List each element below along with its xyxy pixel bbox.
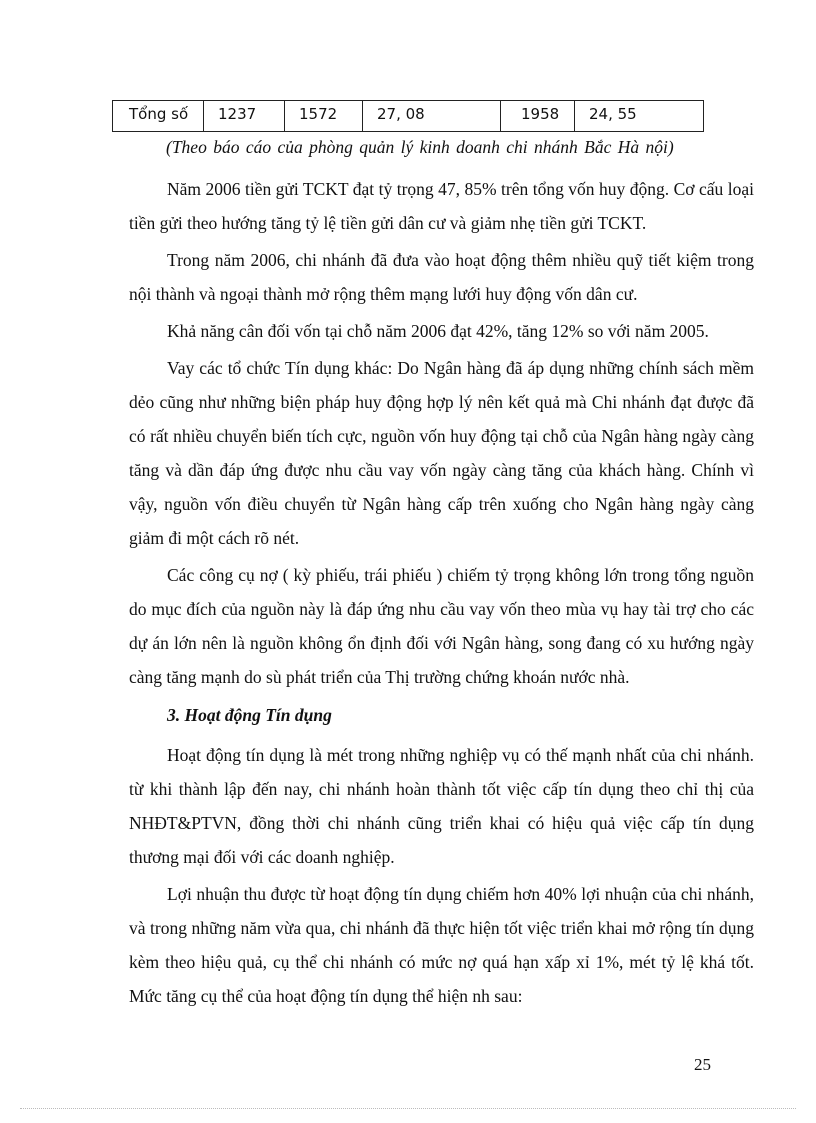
paragraph: Trong năm 2006, chi nhánh đã đưa vào hoạt động thêm nhiều quỹ tiết kiệm trong nội thành và ngoại thành mở rộng thêm mạng lưới huy động vốn dân cư. bbox=[129, 250, 754, 304]
table-cell-value: 27, 08 bbox=[363, 101, 501, 131]
body-text bbox=[129, 172, 754, 1013]
paragraph: Lợi nhuận thu được từ hoạt động tín dụng chiếm hơn 40% lợi nhuận của chi nhánh, và trong những năm vừa qua, chi nhánh đã thực hiện tốt việc triển khai mở rộng tín dụng kèm theo hiệu quả, cụ thể chi nhánh có mức nợ quá hạn xấp xỉ 1%, mét tỷ lệ khá tốt. Mức tăng cụ thể của hoạt động tín dụng thể hiện nh sau: bbox=[129, 884, 754, 1006]
table-cell-value: 1958 bbox=[501, 101, 575, 131]
section-heading: 3. Hoạt động Tín dụng bbox=[167, 705, 332, 725]
source-note: (Theo báo cáo của phòng quản lý kinh doanh chi nhánh Bắc Hà nội) bbox=[166, 137, 674, 157]
table-cell-value: 1237 bbox=[204, 101, 285, 131]
table-cell-value: 24, 55 bbox=[589, 105, 637, 123]
page-divider bbox=[20, 1108, 796, 1109]
table-row-total bbox=[112, 100, 704, 132]
paragraph: Hoạt động tín dụng là mét trong những nghiệp vụ có thế mạnh nhất của chi nhánh. từ khi thành lập đến nay, chi nhánh hoàn thành tốt việc cấp tín dụng theo chỉ thị của NHĐT&PTVN, đồng thời chi nhánh cũng triển khai có hiệu quả việc cấp tín dụng thương mại đối với các doanh nghiệp. bbox=[129, 745, 754, 867]
paragraph: Các công cụ nợ ( kỳ phiếu, trái phiếu ) chiếm tỷ trọng không lớn trong tổng nguồn do mục đích của nguồn này là đáp ứng nhu cầu vay vốn theo mùa vụ hay tài trợ cho các dự án lớn nên là nguồn không ổn định đối với Ngân hàng, song đang có xu hướng ngày càng tăng mạnh do sù phát triển của Thị trường chứng khoán nước nhà. bbox=[129, 565, 754, 687]
paragraph: Vay các tổ chức Tín dụng khác: Do Ngân hàng đã áp dụng những chính sách mềm dẻo cũng như những biện pháp huy động hợp lý nên kết quả mà Chi nhánh đạt được đã có rất nhiều chuyển biến tích cực, nguồn vốn huy động tại chỗ của Ngân hàng ngày càng tăng và dần đáp ứng được nhu cầu vay vốn ngày càng tăng của khách hàng. Chính vì vậy, nguồn vốn điều chuyển từ Ngân hàng cấp trên xuống cho Ngân hàng ngày càng giảm đi một cách rõ nét. bbox=[129, 358, 754, 548]
table-cell-label: Tổng số bbox=[113, 101, 204, 131]
table-cell-value: 1572 bbox=[285, 101, 363, 131]
paragraph: Khả năng cân đối vốn tại chỗ năm 2006 đạt 42%, tăng 12% so với năm 2005. bbox=[167, 321, 709, 341]
page-number: 25 bbox=[694, 1055, 711, 1074]
paragraph: Năm 2006 tiền gửi TCKT đạt tỷ trọng 47, 85% trên tổng vốn huy động. Cơ cấu loại tiền gửi theo hướng tăng tỷ lệ tiền gửi dân cư và giảm nhẹ tiền gửi TCKT. bbox=[129, 179, 754, 233]
